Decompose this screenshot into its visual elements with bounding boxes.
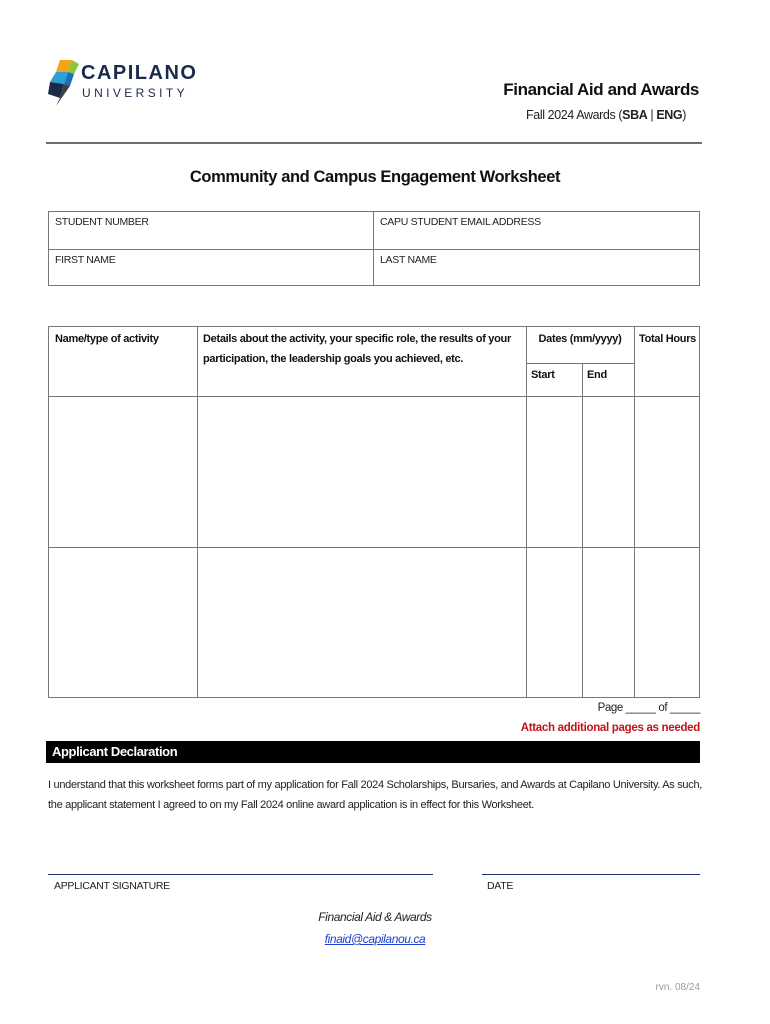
page-of-count: Page _____ of _____ — [597, 702, 700, 714]
logo-subtitle: UNIVERSITY — [82, 86, 189, 100]
signature-line[interactable] — [48, 874, 433, 875]
header-subtitle: Fall 2024 Awards (SBA | ENG) — [526, 108, 686, 122]
signature-label: APPLICANT SIGNATURE — [54, 880, 170, 892]
date-line[interactable] — [482, 874, 700, 875]
col-header-details: Details about the activity, your specific role, the results of your participation, the leadership goals you achieved, etc. — [203, 333, 511, 365]
declaration-header-bar — [46, 741, 700, 763]
document-title: Community and Campus Engagement Worksheet — [189, 168, 561, 186]
header-title: Financial Aid and Awards — [503, 80, 699, 99]
revision-label: rvn. 08/24 — [655, 982, 700, 993]
last-name-field[interactable]: LAST NAME — [380, 254, 437, 266]
header-divider — [46, 142, 702, 144]
col-header-end: End — [587, 369, 607, 381]
col-header-dates: Dates (mm/yyyy) — [538, 333, 622, 345]
col-header-start: Start — [531, 369, 555, 381]
student-number-field[interactable]: STUDENT NUMBER — [55, 216, 149, 228]
logo-wordmark: CAPILANO — [81, 62, 198, 84]
footer-email — [0, 932, 750, 946]
email-field[interactable]: CAPU STUDENT EMAIL ADDRESS — [380, 216, 541, 228]
declaration-title: Applicant Declaration — [52, 744, 178, 759]
date-label: DATE — [487, 880, 514, 892]
student-info-table — [48, 211, 700, 286]
capilano-emblem-icon — [46, 58, 80, 108]
email-link[interactable]: finaid@capilanou.ca — [324, 932, 426, 946]
first-name-field[interactable]: FIRST NAME — [55, 254, 116, 266]
activity-table — [48, 326, 700, 698]
footer-office: Financial Aid & Awards — [318, 910, 432, 924]
activity-row-2[interactable] — [49, 548, 699, 697]
col-header-activity-name: Name/type of activity — [55, 333, 159, 345]
capilano-logo — [46, 58, 198, 108]
attach-pages-note: Attach additional pages as needed — [520, 722, 700, 734]
col-header-total-hours: Total Hours — [639, 333, 696, 345]
declaration-text: I understand that this worksheet forms part of my application for Fall 2024 Scholarships, Bursaries, and Awards at Capilano University. As such, the applicant statement I agreed to on my Fall 2024 online award application is in effect for this Worksheet. — [48, 779, 703, 811]
activity-row-1[interactable] — [49, 397, 699, 547]
